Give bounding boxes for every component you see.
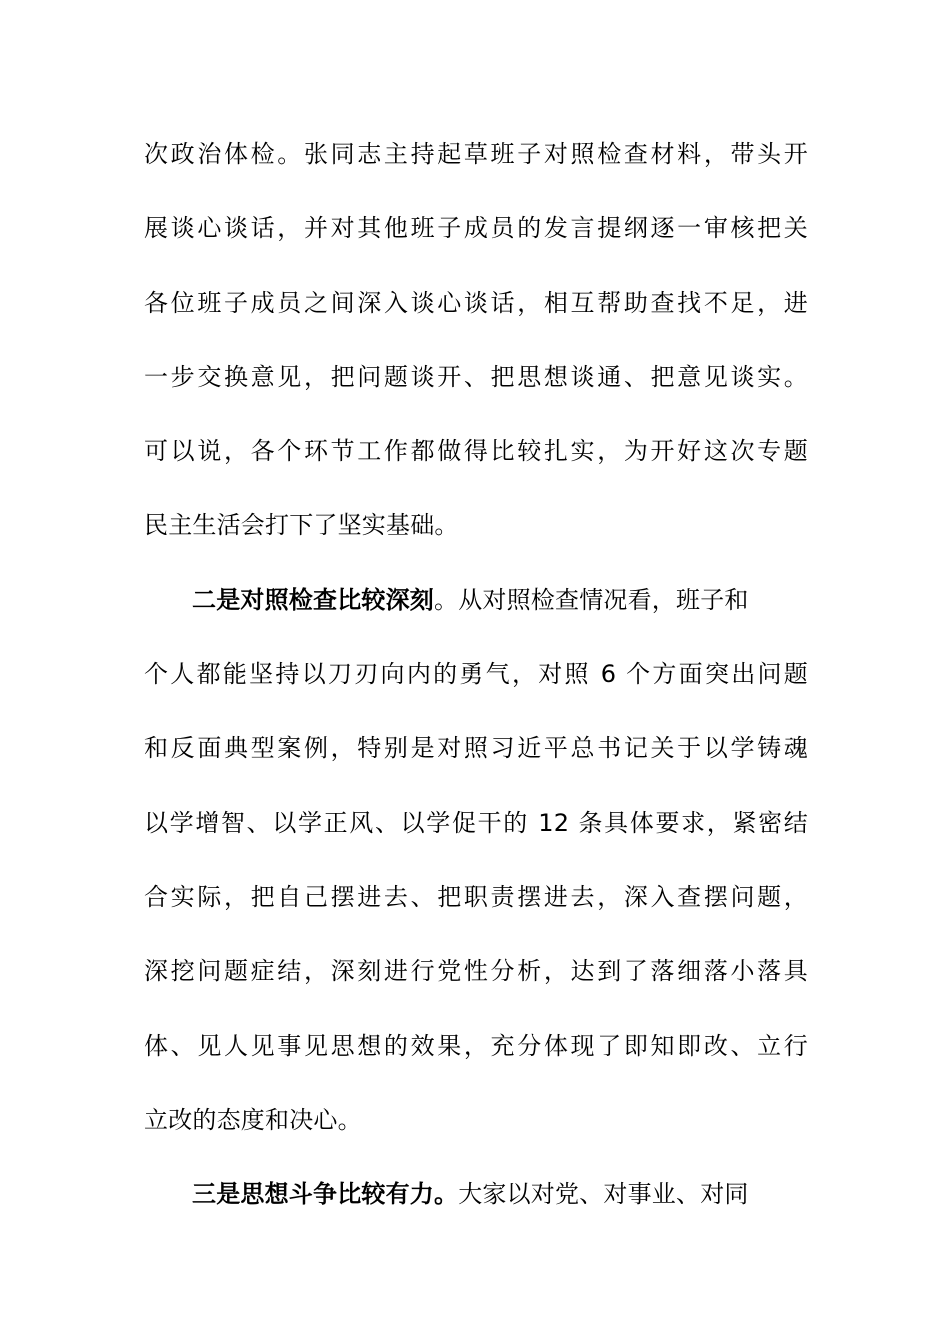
text-line: 合实际，把自己摆进去、把职责摆进去，深入查摆问题， (144, 882, 808, 911)
body-text (144, 117, 808, 1231)
text-line: 次政治体检。张同志主持起草班子对照检查材料，带头开 (144, 140, 808, 168)
text-line: 各位班子成员之间深入谈心谈话，相互帮助查找不足，进 (144, 288, 808, 317)
paragraph-heading: 二是对照检查比较深刻 (192, 585, 434, 614)
text-line: 深挖问题症结，深刻进行党性分析，达到了落细落小落具 (144, 957, 808, 986)
text-line: 可以说，各个环节工作都做得比较扎实，为开好这次专题 (144, 437, 808, 466)
text-line: 民主生活会打下了坚实基础。 (144, 511, 459, 540)
text-line: 以学增智、以学正风、以学促干的 12 条具体要求，紧密结 (144, 808, 808, 837)
text-line: 三是思想斗争比较有力。大家以对党、对事业、对同 (192, 1180, 749, 1209)
text-line: 展谈心谈话，并对其他班子成员的发言提纲逐一审核把关 (144, 214, 808, 243)
text-line: 二是对照检查比较深刻。从对照检查情况看，班子和 (192, 585, 749, 614)
text-line: 个人都能坚持以刀刃向内的勇气，对照 6 个方面突出问题 (144, 660, 808, 689)
text-line: 体、见人见事见思想的效果，充分体现了即知即改、立行 (144, 1031, 808, 1060)
text-line: 和反面典型案例，特别是对照习近平总书记关于以学铸魂 (144, 734, 808, 763)
paragraph-heading: 三是思想斗争比较有力。 (192, 1180, 459, 1209)
text-line: 一步交换意见，把问题谈开、把思想谈通、把意见谈实。 (144, 362, 808, 391)
text-line: 立改的态度和决心。 (144, 1105, 362, 1134)
